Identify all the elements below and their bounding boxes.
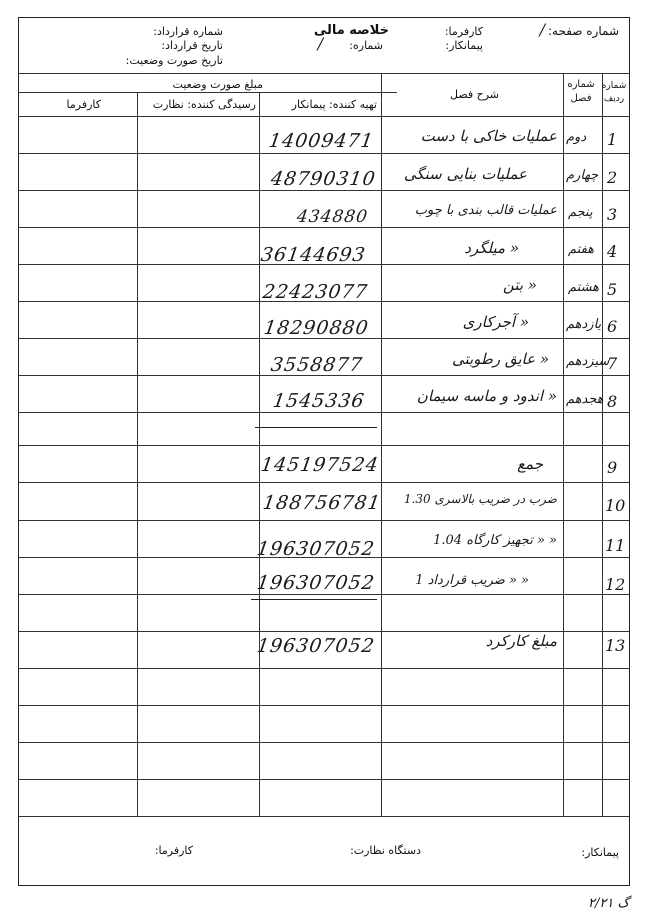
supervisor-signature-label: دستگاه نظارت:	[350, 844, 421, 857]
row-number: 5	[607, 280, 618, 299]
chapter-description: مبلغ کارکرد	[485, 632, 557, 650]
row-number: 4	[607, 242, 618, 261]
chapter-description: « میلگرد	[464, 239, 519, 257]
number-value: /	[317, 34, 323, 53]
chapter-description: ضرب در ضریب بالاسری 1.30	[403, 492, 557, 506]
chapter-description: « « تجهیز کارگاه 1.04	[433, 533, 557, 548]
chapter-ordinal: سیزدهم	[566, 354, 610, 369]
contractor-amount: 18290880	[262, 317, 371, 339]
contractor-signature-label: پیمانکار:	[581, 846, 619, 859]
employer-signature-label: کارفرما:	[154, 844, 193, 857]
contractor-label: پیمانکار:	[445, 39, 483, 52]
chapter-ordinal: دوم	[566, 130, 587, 145]
sum-underline	[255, 427, 377, 428]
col-prepared-by: تهیه کننده: پیمانکار	[291, 98, 377, 111]
row-number: 2	[607, 168, 618, 187]
col-row-number: شماره ردیف	[601, 81, 627, 104]
row-number: 12	[605, 575, 626, 594]
chapter-ordinal: پنجم	[568, 205, 593, 220]
contractor-amount: 1545336	[271, 390, 367, 412]
chapter-ordinal: هفتم	[568, 242, 595, 257]
col-amount-group: مبلغ صورت وضعیت	[172, 78, 263, 91]
row-number: 11	[605, 536, 626, 555]
chapter-description: عملیات خاکی با دست	[420, 127, 557, 145]
chapter-description: « بتن	[502, 276, 537, 294]
chapter-description: « آجرکاری	[462, 313, 529, 331]
contractor-amount: 145197524	[259, 454, 381, 476]
row-number: 10	[605, 496, 626, 515]
contractor-amount: 196307052	[255, 635, 377, 657]
financial-summary-form	[18, 17, 630, 886]
contractor-amount: 22423077	[261, 281, 370, 303]
contractor-amount: 188756781	[261, 492, 383, 514]
row-number: 13	[605, 636, 626, 655]
row-number: 7	[607, 354, 618, 373]
employer-label: کارفرما:	[444, 25, 483, 38]
contractor-amount: 3558877	[269, 354, 365, 376]
row-number: 3	[607, 205, 618, 224]
col-chapter-number: شماره فصل	[567, 79, 595, 104]
contractor-amount: 36144693	[259, 244, 368, 266]
row-number: 6	[607, 317, 618, 336]
chapter-ordinal: چهارم	[566, 168, 599, 183]
contractor-amount: 14009471	[267, 130, 376, 152]
chapter-description: عملیات قالب بندی با چوب	[414, 203, 557, 218]
chapter-description: « عایق رطوبتی	[451, 350, 549, 368]
chapter-description: جمع	[517, 455, 543, 473]
chapter-description: « « ضریب قرارداد 1	[415, 573, 529, 588]
row-number: 1	[607, 130, 618, 149]
number-label: شماره:	[349, 39, 383, 52]
contractor-amount: 196307052	[255, 572, 377, 594]
contract-number-label: شماره قرارداد:	[153, 25, 223, 38]
row-number: 9	[607, 458, 618, 477]
col-description: شرح فصل	[449, 88, 499, 101]
row-number: 8	[607, 392, 618, 411]
contractor-amount: 434880	[295, 207, 370, 227]
chapter-ordinal: هشتم	[568, 280, 600, 295]
page-number-label: شماره صفحه:	[547, 24, 619, 38]
sum-underline	[251, 599, 377, 600]
page-mark: گ ۲/۲۱	[588, 896, 630, 911]
statement-date-label: تاریخ صورت وضعیت:	[125, 54, 223, 67]
page-title: خلاصه مالی	[313, 23, 389, 38]
contractor-amount: 196307052	[255, 538, 377, 560]
col-received-by: رسیدگی کننده: نظارت	[152, 98, 256, 111]
chapter-ordinal: یازدهم	[566, 317, 602, 332]
chapter-ordinal: هجدهم	[566, 392, 604, 407]
contract-date-label: تاریخ قرارداد:	[161, 39, 223, 52]
col-employer: کارفرما	[66, 98, 101, 111]
page-number-value: /	[539, 20, 545, 39]
chapter-description: « اندود و ماسه سیمان	[416, 387, 557, 405]
chapter-description: عملیات بنایی سنگی	[403, 165, 527, 183]
contractor-amount: 48790310	[269, 168, 378, 190]
